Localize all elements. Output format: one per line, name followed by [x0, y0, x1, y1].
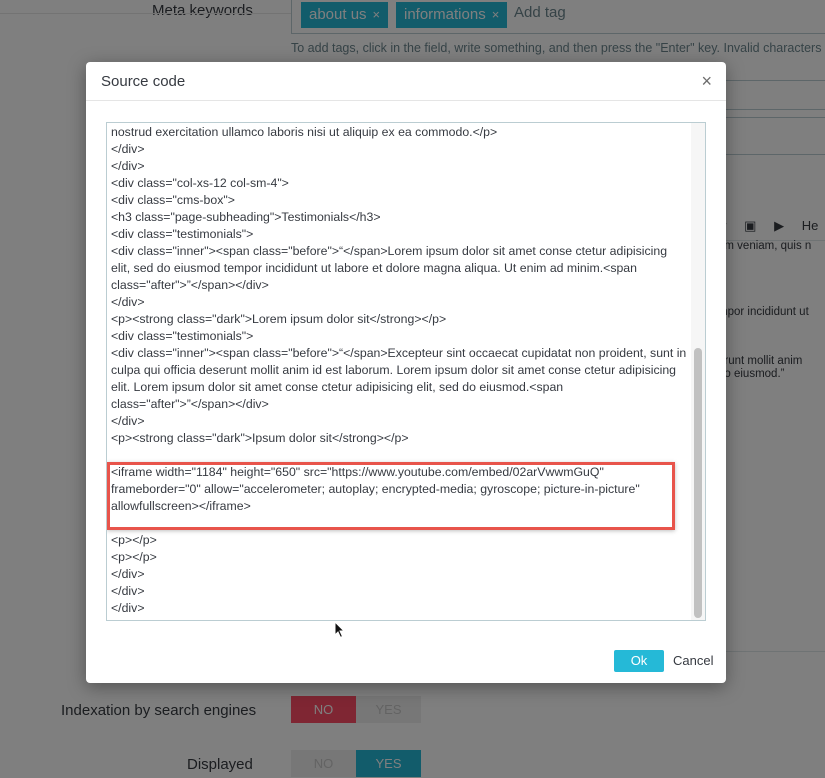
code-lines [111, 124, 689, 617]
code-line: <p><strong class="dark">Ipsum dolor sit</strong></p> [111, 431, 409, 445]
code-block-before [111, 124, 689, 447]
scrollbar-thumb[interactable] [694, 348, 702, 618]
code-line: <p><strong class="dark">Lorem ipsum dolor sit</strong></p> [111, 312, 447, 326]
cancel-button[interactable]: Cancel [673, 653, 714, 668]
code-line: <div class="inner"><span class="before">“</span>Excepteur sint occaecat cupidatat non proident, sunt in culpa qui officia deserunt mollit anim id est laborum. Lorem ipsum dolor sit amet conse ctetur adipisicing elit. Lorem ipsum dolor sit amet conse ctetur adipisicing elit, sed do eiusmod.<span class="after">”</span></div> [111, 346, 690, 411]
code-block-after [111, 532, 689, 617]
code-line: </div> [111, 567, 145, 581]
highlight-box [107, 462, 675, 530]
code-line: <div class="testimonials"> [111, 329, 254, 343]
dialog-header [86, 62, 726, 101]
code-line: <p></p> [111, 550, 157, 564]
code-line: <div class="cms-box"> [111, 193, 235, 207]
source-code-dialog [86, 62, 726, 683]
iframe-code-line: <iframe width="1184" height="650" src="https://www.youtube.com/embed/02arVwwmGuQ" frameborder="0" allow="accelerometer; autoplay; encrypted-media; gyroscope; picture-in-picture" allowfullscreen></iframe> [111, 465, 644, 513]
code-line: <div class="col-xs-12 col-sm-4"> [111, 176, 289, 190]
dialog-title: Source code [101, 73, 186, 90]
ok-button[interactable]: Ok [614, 650, 664, 672]
code-line: </div> [111, 142, 145, 156]
code-line: </div> [111, 414, 145, 428]
code-line: <div class="inner"><span class="before">“</span>Lorem ipsum dolor sit amet conse ctetur adipisicing elit, sed do eiusmod tempor incididunt ut labore et dolore magna aliqua. Ut enim ad minim.<span class="after">”</span></div> [111, 244, 671, 292]
code-line: <p></p> [111, 533, 157, 547]
code-line: nostrud exercitation ullamco laboris nisi ut aliquip ex ea commodo.</p> [111, 125, 498, 139]
code-line: <h3 class="page-subheading">Testimonials</h3> [111, 210, 381, 224]
code-line: <div class="testimonials"> [111, 227, 254, 241]
close-icon[interactable]: × [701, 71, 712, 91]
code-line: </div> [111, 295, 145, 309]
mouse-cursor-icon [334, 621, 348, 639]
code-line: </div> [111, 584, 145, 598]
highlighted-code-block [111, 464, 689, 515]
code-line: </div> [111, 601, 145, 615]
vertical-scrollbar[interactable] [691, 123, 705, 620]
code-line: </div> [111, 159, 145, 173]
source-code-textarea[interactable] [106, 122, 706, 621]
